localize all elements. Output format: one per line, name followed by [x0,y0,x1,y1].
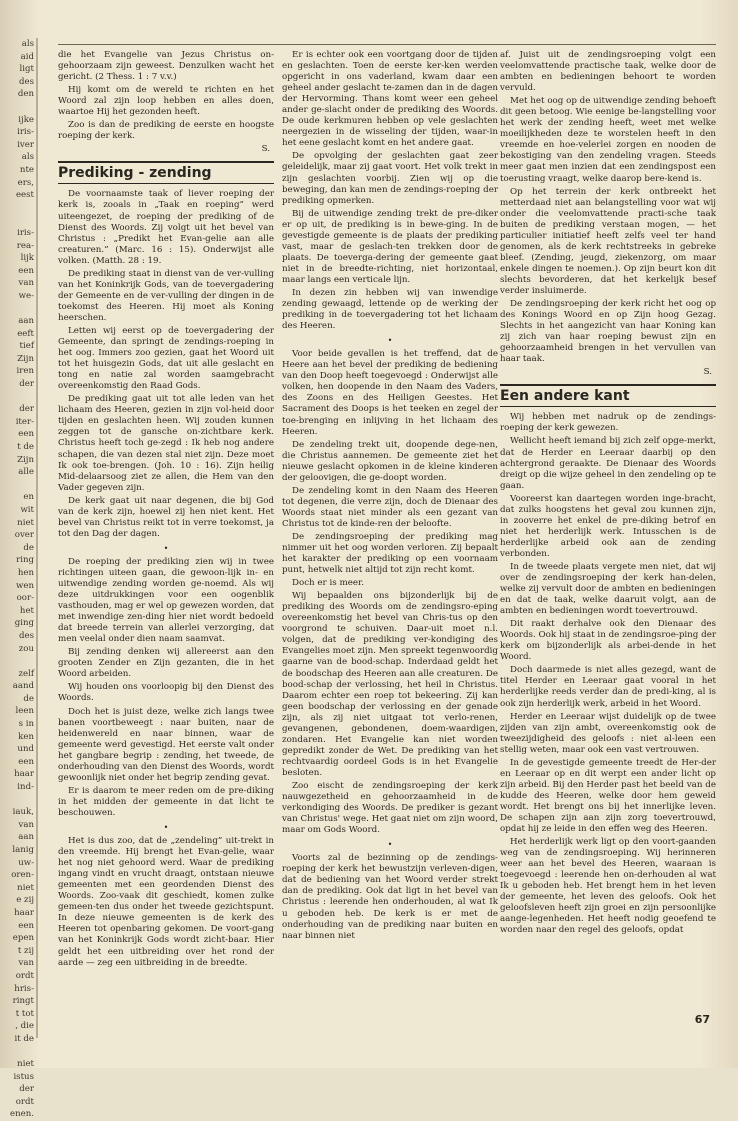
adjacent-page-text-fragment: der [19,1084,34,1095]
adjacent-page-text-fragment: ringt [12,996,34,1007]
adjacent-page-text-fragment: aand [12,681,34,692]
paragraph: De roeping der prediking zien wij in twee richtingen uiteen gaan, die gewoon-lijk in- en uitwendige zending worden ge-noemd. Als wij deze uitdrukkingen voor een oogenblik vasthouden, mag er wel op gewezen worden, dat met inwendige zen-ding hier niet wordt bedoeld dat breede terrein van allerlei verzorging, dat men veelal onder dien naam saamvat. [58,556,274,645]
paragraph: Doch daarmede is niet alles gezegd, want de titel Herder en Leeraar gaat vooral in het herderlijke reeds verder dan de predi-king, al is ook zijn herderlijk werk, arbeid in het Woord. [500,665,716,709]
paragraph: De zendingsroeping der prediking mag nimmer uit het oog worden verloren. Zij bepaalt het karakter der prediking op een voornaam punt, hetwelk niet altijd tot zijn recht komt. [282,531,498,576]
adjacent-page-text-fragment: t tot [15,1008,34,1019]
adjacent-page-text-fragment: iver [17,139,34,150]
adjacent-page-text-fragment: van [18,958,34,969]
paragraph: Zoo eischt de zendingsroeping der kerk nauwgezetheid en gehoorzaamheid in de verkondiging des Woords. De prediker is gezant van Christus' wege. Het gaat niet om zijn woord, maar om Gods Woord. [282,781,498,836]
adjacent-page-text-fragment: ordt [15,970,34,981]
adjacent-page-text-fragment: t de [17,442,34,452]
paragraph: Wij hebben met nadruk op de zendings-roeping der kerk gewezen. [500,412,716,434]
paragraph: Wellicht heeft iemand bij zich zelf opge-merkt, dat de Herder en Leeraar daarbij op den achtergrond geraakte. De Dienaar des Woords dreigt op die wijze geheel in den zendeling op te gaan. [500,436,716,491]
paragraph: Bij zending denken wij allereerst aan den grooten Zender en Zijn gezanten, die in het Woord arbeiden. [58,647,274,680]
adjacent-page-text-fragment [0,655,36,668]
section-divider: • [387,840,393,850]
adjacent-page-text-fragment: Zijn [17,353,34,364]
adjacent-page-text-fragment: leen [15,706,34,717]
paragraph: Voor beide gevallen is het treffend, dat de Heere aan het bevel der prediking de bediening van den Doop heeft toegevoegd : Onderwijst alle volken, hen doopende in den Naam des Vaders, des Zoons en des Heiligen Geestes. Het Sacrament des Doops is het teeken en zegel der toe-brenging en inlijving in het lichaam des Heeren. [282,349,498,437]
paragraph: Vooreerst kan daartegen worden inge-bracht, dat zulks hoogstens het geval zou kunnen zijn, in zooverre het enkel de pre-diking betrof en niet het herderlijk werk. Intusschen is de herderlijke arbeid ook aan de zending verbonden. [500,493,716,559]
adjacent-page-text-fragment: niet [17,882,34,893]
adjacent-page-text-fragment: des [19,630,34,641]
adjacent-page-text-fragment: alle [18,467,34,478]
adjacent-page-text-fragment: ring [16,555,34,566]
adjacent-page-text-fragment [0,794,36,807]
adjacent-page-text-fragment: een [18,756,34,767]
adjacent-page-text-fragment: epen [12,933,34,944]
adjacent-page-text-fragment: s in [18,719,34,730]
paragraph: Herder en Leeraar wijst duidelijk op de twee zijden van zijn ambt, overeenkomstig ook de tweezijdigheid des geloofs : niet al-leen een stellig weten, maar ook een vast vertrouwen. [500,711,716,755]
paragraph: De prediking gaat uit tot alle leden van het lichaam des Heeren, gezien in zijn vol-heid door tijden en geslachten heen. Wij zouden kunnen zeggen tot de gansche on-zichtbare kerk. Christus heeft toch ge-zegd : Ik heb nog andere schapen, die van dezen stal niet zijn. Deze moet Ik ook toe-brengen. (Joh. 10 : 16). Zijn heilig Mid-delaarsoog ziet ze allen, die Hem van den Vader gegeven zijn. [58,394,274,493]
paragraph: Er is daarom te meer reden om de pre-diking in het midden der gemeente in dat licht te beschouwen. [58,785,274,818]
adjacent-page-text-fragment: als [21,152,34,163]
adjacent-page-text-fragment: wen [16,580,34,591]
paragraph: Dit raakt derhalve ook den Dienaar des Woords. Ook hij staat in de zendingsroe-ping der kerk om bijzonderlijk als arbei-dende in het Woord. [500,619,716,663]
adjacent-page-text-fragment [0,214,36,227]
adjacent-page-text-fragment: ijke [18,114,34,125]
section-heading-een-andere-kant: Een andere kant [500,384,716,407]
adjacent-page-text-fragment: zelf [18,668,34,679]
adjacent-page-text-fragment: iris- [17,227,34,238]
column-3 [500,50,716,1030]
adjacent-page-text-fragment [0,1046,36,1059]
adjacent-page-text-fragment: haar [14,907,34,918]
adjacent-page-text-fragment: van [18,819,34,830]
paragraph: Op het terrein der kerk ontbreekt het metterdaad niet aan belangstelling voor wat wij onder die veelomvattende practi-sche taak buiten de prediking verstaan mogen, — het particulier initiatief heeft zelfs veel ter hand genomen, als de kerk rechtstreeks in gebreke bleef. (Zending, jeugd, ziekenzorg, om maar enkele dingen te noemen.). Op zijn beurt kon dit slechts bevorderen, dat het kerkelijk besef verder insluimerde. [500,186,716,296]
paragraph: Met het oog op de uitwendige zending behoeft dit geen betoog. Wie eenige be-langstelling voor het werk der zending heeft, weet met welke moeilijkheden deze te worstelen heeft in den vreemde en hoe-velerlei zorgen en nooden de bekostiging van den zendeling vragen. Steeds meer gaat men inzien dat een zendingspost een toerusting vraagt, welke daarop bere-kend is. [500,96,716,184]
adjacent-page-text-fragment: den [17,89,34,100]
adjacent-page-text-fragment: eeft [17,328,34,339]
adjacent-page-text-fragment: zou [18,643,34,654]
intro-paragraph: die het Evangelie van Jezus Christus on-gehoorzaam zijn geweest. Denzulken wacht het gericht. (2 Thess. 1 : 7 v.v.) [58,50,274,83]
paragraph: Het is dus zoo, dat de „zendeling” uit-trekt in den vreemde. Hij brengt het Evan-gelie, waar het nog niet gehoord werd. Waar de prediking ingang vindt en vrucht draagt, ontstaan nieuwe gemeenten met een geordenden Dienst des Woords. Zoo-vaak dit geschiedt, komen zulke gemeen-ten dus onder het tweede gezichtspunt. In deze nieuwe gemeenten is de kerk des Heeren tot openbaring gekomen. De voort-gang van het Koninkrijk Gods wordt zicht-baar. Hier geldt het een uitbreiding over het rond der aarde — zeg een uitbreiding in de breedte. [58,836,274,968]
section-divider: • [163,543,169,553]
adjacent-page-text-fragment: lijk [20,253,34,264]
adjacent-page-text-fragment: oor- [16,593,34,604]
adjacent-page-text-fragment: iris- [17,127,34,138]
paragraph: Er is echter ook een voortgang door de tijden en geslachten. Toen de eerste ker-ken werden opgericht in ons vaderland, kwam daar een geheel ander geslacht te-zamen dan in de dagen der Hervorming. Thans komt weer een geheel ander ge-slacht onder de prediking des Woords. De oude kerkmuren hebben op vele geslachten neergezien in de wisseling der tijden, waar-in het eene geslacht komt en het andere gaat. [282,50,498,149]
adjacent-page-text-fragment: niet [17,517,34,528]
adjacent-page-text-fragment: der [19,404,34,415]
page-number: 67 [694,1013,710,1026]
paragraph: De zendeling trekt uit, doopende dege-nen, die Christus aannemen. De gemeente ziet het nieuwe geslacht opkomen in de kleine kinderen der geloovigen, die ge-doopt worden. [282,439,498,483]
adjacent-page-text-fragment: iauk, [12,807,34,818]
adjacent-page-text-fragment: aid [20,51,34,62]
adjacent-page-text-fragment: rea- [16,240,34,251]
adjacent-page-text-fragment: niet [17,1059,34,1070]
column-2 [282,50,498,1030]
adjacent-page-text-fragment [0,302,36,315]
adjacent-page-text-fragment: eest [15,190,34,201]
paragraph: De prediking staat in dienst van de ver-vulling van het Koninkrijk Gods, van de toevergadering der Gemeente en de ver-vulling der dingen in de toekomst des Heeren. Hij moet als Koning heerschen. [58,268,274,323]
adjacent-page-text-fragment: en [23,492,34,503]
paragraph: Het herderlijk werk ligt op den voort-gaanden weg van de zendingsroeping. Wij herinneren weer aan het bevel des Heeren, waaraan is toegevoegd : leerende hen on-derhouden al wat Ik u geboden heb. Het brengt hem in het leven der gemeente, het leven des geloofs. Ook het geloofsleven heeft zijn groei en zijn persoonlijke aange-legenheden. Het heeft nodig geoefend te worden naar den regel des geloofs, opdat [500,837,716,936]
adjacent-page-text-fragment: ordt [15,1096,34,1107]
adjacent-page-text-fragment: aan [18,316,34,327]
adjacent-page-text-fragment: oren- [11,870,34,881]
adjacent-page-text-fragment: ging [14,618,34,629]
intro-paragraph: Zoo is dan de prediking de eerste en hoogste roeping der kerk. [58,120,274,142]
adjacent-page-text-fragment: ind- [17,782,34,793]
paragraph: Letten wij eerst op de toevergadering der Gemeente, dan springt de zendings-roeping in het oog. Immers zoo gezien, gaat het Woord uit tot het huisgezin Gods, dat uit alle geslacht en tong en natie zal worden saamgebracht overeenkomstig den Raad Gods. [58,325,274,392]
adjacent-page-text-fragment: een [18,429,34,440]
column-1 [58,50,274,1030]
paragraph: Voorts zal de bezinning op de zendings-roeping der kerk het bewustzijn verleven-digen, dat de bediening van het Woord verder strekt dan de prediking. Ook dat ligt in het bevel van Christus : leerende hen onderhouden, al wat Ik u geboden heb. De kerk is er met de onderhouding van de prediking naar buiten en naar binnen niet [282,853,498,941]
author-signature: S. [261,144,270,155]
adjacent-page-text-fragment: iter- [15,416,34,427]
intro-paragraph: Hij komt om de wereld te richten en het Woord zal zijn loop hebben en alles doen, waartoe Hij het gezonden heeft. [58,85,274,118]
adjacent-page-text-fragment: e zij [16,895,34,906]
adjacent-page-edge [0,38,38,1120]
adjacent-page-text-fragment: als [21,39,34,49]
adjacent-page-text-fragment: het [19,605,34,616]
adjacent-page-text-fragment: hen [17,567,34,578]
adjacent-page-text-fragment: aan [18,832,34,843]
adjacent-page-text-fragment: nte [19,164,34,175]
section-divider: • [387,336,393,346]
adjacent-page-text-fragment: ers, [17,177,34,188]
adjacent-page-text-fragment [0,101,36,114]
adjacent-page-text-fragment [0,202,36,215]
paragraph: De voornaamste taak of liever roeping der kerk is, zooals in „Taak en roeping” werd uiteengezet, de roeping der prediking of de Dienst des Woords. Zij volgt uit het bevel van Christus : „Predikt het Evan-gelie aan alle creaturen.” (Marc. 16 : 15). Onderwijst alle volken. (Matth. 28 : 19. [58,189,274,266]
paragraph: Doch het is juist deze, welke zich langs twee banen voortbeweegt : naar buiten, naar de heidenwereld en naar binnen, waar de gemeente werd gevestigd. Het eerste valt onder het gangbare begrip : zending, het tweede, de onderhouding van den Dienst des Woords, wordt gewoonlijk niet onder het begrip zending gevat. [58,706,274,783]
adjacent-page-text-fragment: des [19,76,34,87]
adjacent-page-text-fragment: van [18,278,34,289]
adjacent-page-text-fragment: hris- [14,983,34,994]
adjacent-page-text-fragment: enen. [10,1109,34,1120]
adjacent-page-text-fragment: und [17,744,34,755]
adjacent-page-text-fragment: haar [14,769,34,780]
adjacent-page-text-fragment: t zij [17,945,34,956]
paragraph: In de tweede plaats vergete men niet, dat wij over de zendingsroeping der kerk han-delen, welke zij vervult door de ambten en bedieningen en dat de taak, welke daaruit volgt, aan de ambten en bedieningen wordt toevertrouwd. [500,561,716,617]
adjacent-page-text-fragment: een [18,920,34,931]
adjacent-page-text-fragment [0,391,36,404]
paragraph: De kerk gaat uit naar degenen, die bij God van de kerk zijn, hoewel zij hen niet kent. Het bevel van Christus reikt tot in verre toekomst, ja tot den Dag der dagen. [58,495,274,539]
section-heading-prediking-zending: Prediking - zending [58,161,274,184]
adjacent-page-text-fragment: ken [18,731,34,742]
adjacent-page-text-fragment: iren [16,366,34,377]
paragraph: In de gevestigde gemeente treedt de Her-der en Leeraar op en dit werpt een ander licht op zijn arbeid. Bij den Herder past het beeld van de kudde des Heeren, welke door hem geweid wordt. Het brengt ons bij het innerlijke leven. De schapen zijn aan zijn zorg toevertrouwd, opdat hij ze leide in den effen weg des Heeren. [500,757,716,835]
adjacent-page-text-fragment: uw- [18,857,34,868]
paragraph: Wij houden ons voorloopig bij den Dienst des Woords. [58,682,274,704]
paragraph: De zendingsroeping der kerk richt het oog op des Konings Woord en op Zijn hoog Gezag. Slechts in het aangezicht van haar Koning kan zij zich van haar roeping bewust zijn en gehoorzaamheid brengen in het vervullen van haar taak. [500,299,716,365]
top-rule [58,44,716,45]
section-divider: • [163,823,169,832]
paragraph: Bij de uitwendige zending trekt de pre-diker er op uit, de prediking is in bewe-ging. In de gevestigde gemeente is de plaats der prediking vast, maar de geslach-ten trekken door de plaats. De toeverga-dering der gemeente gaat niet in de breedte-richting, niet horizontaal, maar langs een verticale lijn. [282,208,498,285]
paragraph: De zendeling komt in den Naam des Heeren tot degenen, die verre zijn, doch de Dienaar des Woords staat niet minder als een gezant van Christus tot de kinde-ren der beloofte. [282,485,498,529]
adjacent-page-text-fragment: istus [13,1071,34,1082]
adjacent-page-text-fragment: Zijn [17,454,34,465]
adjacent-page-text-fragment: it de [14,1033,34,1044]
adjacent-page-text-fragment: de [23,542,34,553]
adjacent-page-text-fragment: tief [19,341,34,352]
adjacent-page-text-fragment: wit [20,504,34,515]
adjacent-page-text-fragment: we- [18,290,34,301]
adjacent-page-text-fragment: de [23,693,34,704]
paragraph: In dezen zin hebben wij van inwendige zending gewaagd, lettende op de werking der prediking in de toevergadering tot het lichaam des Heeren. [282,287,498,332]
adjacent-page-text-fragment [0,479,36,492]
adjacent-page-text-fragment: der [19,379,34,390]
paragraph: af. Juist uit de zendingsroeping volgt een veelomvattende practische taak, welke door de ambten en bedieningen behoort te worden vervuld. [500,50,716,94]
adjacent-page-text-fragment: , die [15,1021,34,1032]
adjacent-page-text-fragment: over [14,530,34,541]
paragraph: De opvolging der geslachten gaat zeer geleidelijk, maar zij gaat voort. Het volk trekt in zijn geslachten voorbij. Zien wij op die beweging, dan kan men de zendings-roeping der prediking opmerken. [282,151,498,206]
adjacent-page-text-fragment: een [18,265,34,276]
adjacent-page-text-fragment: lanig [12,845,34,855]
adjacent-page-text-fragment: ligt [19,64,34,75]
author-signature: S. [703,367,712,378]
paragraph: Doch er is meer. [292,578,364,589]
paragraph: Wij bepaalden ons bijzonderlijk bij de prediking des Woords om de zendingsro-eping overeenkomstig het bevel van Chris-tus op den voorgrond te schuiven. Daar-uit moet n.l. volgen, dat de prediking ver-kondiging des Evangelies moet zijn. Men spreekt tegenwoordig gaarne van de bood-schap. Inderdaad geldt het de boodschap des Heeren aan alle creaturen. De bood-schap der verlossing, het heil in Christus. Daarom echter een roep tot bekeering. Zij kan geen boodschap der verlossing en der genade zijn, als zij niet uitgaat tot verlo-renen, gevangenen, gebondenen, doem-waardigen, zondaren. Het Evangelie kan niet worden gepredikt zonder de Wet. De prediking van het rechtvaardig oordeel Gods is in het Evangelie besloten. [282,591,498,778]
